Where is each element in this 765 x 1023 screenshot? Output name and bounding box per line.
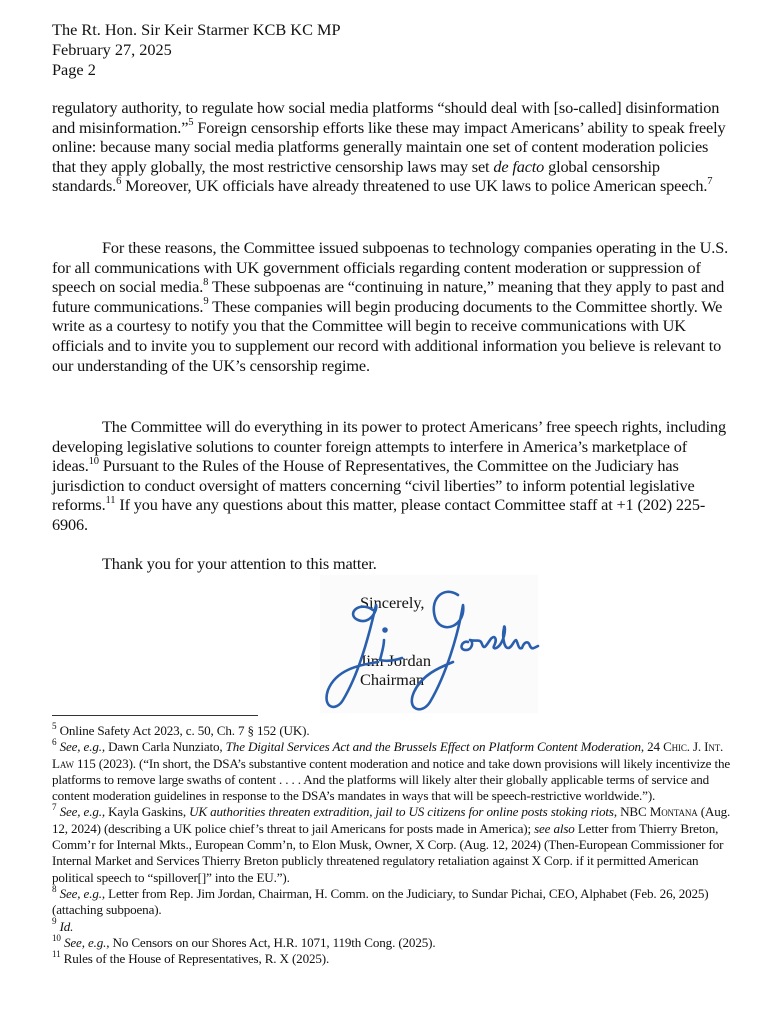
paragraph-2: For these reasons, the Committee issued subpoenas to technology companies operating in the U.S. for all communications with UK government officials regarding content moderation or suppression of speech on social media.$^8$ These subpoenas are “continuing in nature,” meaning that they apply to past and future communications.$^9$ These companies will begin producing documents to the Committee shortly. We write as a courtesy to notify you that the Committee will begin to receive communications with UK officials and to invite you to supplement our record with additional information you believe is relevant to our understanding of the UK’s censorship regime. <box>52 238 729 375</box>
footnote-ref-9[interactable]: 9 <box>203 296 209 308</box>
footnote-divider <box>52 715 258 716</box>
signature-block <box>360 593 431 690</box>
footnote-7: $^7$ See, e.g., Kayla Gaskins, UK authorities threaten extradition, jail to US citizens for online posts stoking riots, NBC Montana (Aug. 12, 2024) (describing a UK police chief’s threat to jail Americans for posts made in America); see also Letter from Thierry Breton, Comm’r for Internal Mkts., European Comm’n, to Elon Musk, Owner, X Corp. (Aug. 12, 2024) (Then-European Commissioner for Internal Market and Services Thierry Breton publicly threatened regulatory retaliation against X Corp. if it permitted American political speech to “spillover[]” into the EU.”). <box>52 802 731 885</box>
footnote-ref-7[interactable]: 7 <box>707 175 713 187</box>
footnote-ref-6[interactable]: 6 <box>116 175 122 187</box>
footnote-5: $^5$ Online Safety Act 2023, c. 50, Ch. 7 § 152 (UK). <box>52 720 310 738</box>
footnote-10: $^{10}$ See, e.g., No Censors on our Shores Act, H.R. 1071, 119th Cong. (2025). <box>52 932 436 950</box>
footnote-6: $^6$ See, e.g., Dawn Carla Nunziato, The Digital Services Act and the Brussels Effect on Platform Content Moderation, 24 Chic. J. Int. Law 115 (2023). (“In short, the DSA’s substantive content moderation and notice and take down provisions will likely incentivize the platforms to remove large swaths of content . . . . And the platforms will likely alter their globally applicable terms of service and content moderation guidelines in response to the DSA’s mandates in ways that will be speech-restrictive worldwide.”). <box>52 736 731 804</box>
paragraph-4: Thank you for your attention to this matter. <box>102 554 377 573</box>
valediction: Sincerely, <box>360 593 425 612</box>
footnote-ref-11[interactable]: 11 <box>105 494 116 506</box>
signer-name: Jim Jordan <box>360 650 431 670</box>
footnote-8: $^8$ See, e.g., Letter from Rep. Jim Jordan, Chairman, H. Comm. on the Judiciary, to Sundar Pichai, CEO, Alphabet (Feb. 26, 2025) (attaching subpoena). <box>52 883 709 918</box>
footnote-ref-5[interactable]: 5 <box>188 117 194 129</box>
footnote-9: $^9$ Id. <box>52 916 74 934</box>
footnotes <box>52 720 734 967</box>
letter-header <box>52 20 341 80</box>
date-line: February 27, 2025 <box>52 40 172 59</box>
page-number: Page 2 <box>52 60 96 79</box>
recipient-line: The Rt. Hon. Sir Keir Starmer KCB KC MP <box>52 20 341 39</box>
paragraph-1: regulatory authority, to regulate how social media platforms “should deal with [so-called] disinformation and misinformation.”$^5$ Foreign censorship efforts like these may impact Americans’ ability to speak freely online: because many social media platforms generally maintain one set of content moderation policies that they apply globally, the most restrictive censorship laws may set de facto global censorship standards.$^6$ Moreover, UK officials have already threatened to use UK laws to police American speech.$^7$ <box>52 98 726 196</box>
footnote-ref-8[interactable]: 8 <box>203 276 209 288</box>
footnote-11: $^{11}$ Rules of the House of Representatives, R. X (2025). <box>52 948 330 967</box>
paragraph-3: The Committee will do everything in its power to protect Americans’ free speech rights, including developing legislative solutions to counter foreign attempts to interfere in America’s marketplace of ideas.$^{10}$ Pursuant to the Rules of the House of Representatives, the Committee on the Judiciary has jurisdiction to conduct oversight of matters concerning “civil liberties” to inform potential legislative reforms.$^{11}$ If you have any questions about this matter, please contact Committee staff at +1 (202) 225-6906. <box>52 417 727 534</box>
signer-title: Chairman <box>360 670 425 690</box>
footnote-ref-10[interactable]: 10 <box>88 455 99 467</box>
